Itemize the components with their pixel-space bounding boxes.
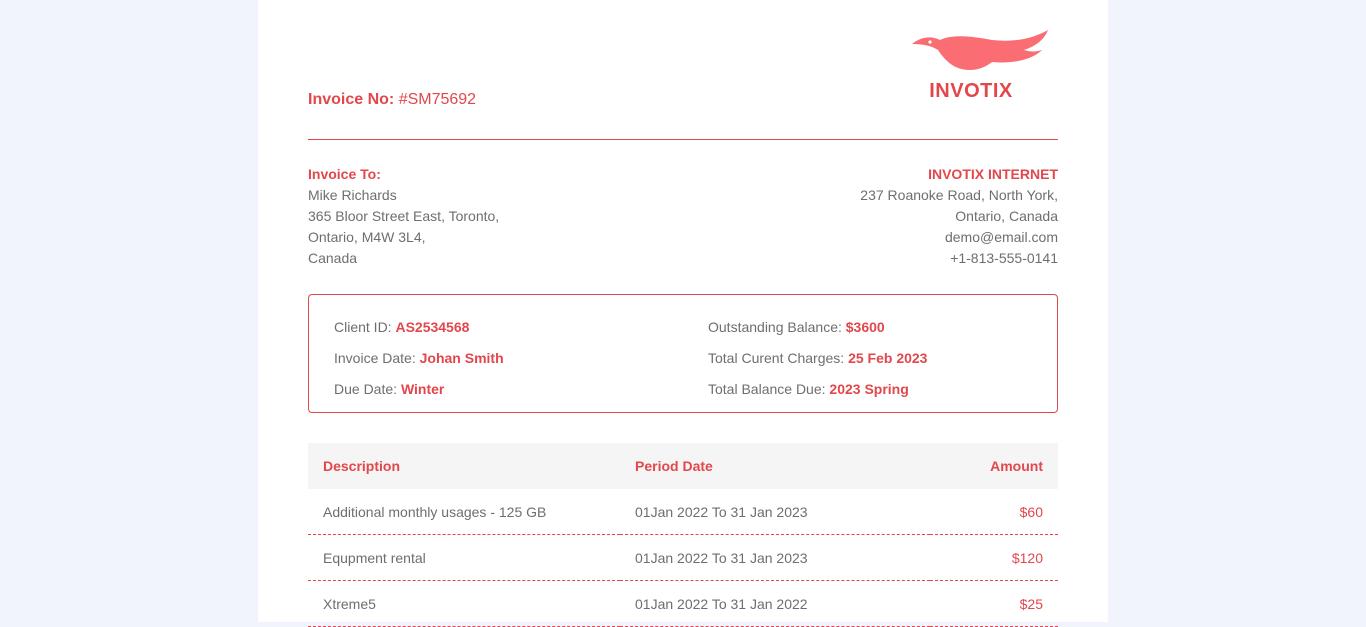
company-phone: +1-813-555-0141 xyxy=(950,250,1058,266)
table-row xyxy=(308,581,1058,627)
item-period: 01Jan 2022 To 31 Jan 2023 xyxy=(620,535,930,581)
company-line: 237 Roanoke Road, North York, xyxy=(860,187,1058,203)
bill-to-line: Mike Richards xyxy=(308,187,397,203)
brand-logo xyxy=(912,30,1050,102)
table-row xyxy=(308,535,1058,581)
company-email: demo@email.com xyxy=(944,229,1058,245)
item-amount: $25 xyxy=(930,581,1058,627)
company-address xyxy=(860,164,1058,269)
summary-invoice-date xyxy=(334,343,504,374)
summary-value: Johan Smith xyxy=(419,350,504,366)
bill-to-title: Invoice To: xyxy=(308,166,381,182)
bird-logo-icon xyxy=(912,30,1050,75)
invoice-sheet xyxy=(258,0,1108,622)
invoice-items-table xyxy=(308,443,1058,627)
column-header-description: Description xyxy=(308,443,620,489)
item-description: Equpment rental xyxy=(308,535,620,581)
summary-value: $3600 xyxy=(845,319,885,335)
summary-label: Total Curent Charges: xyxy=(708,350,845,366)
column-header-amount: Amount xyxy=(930,443,1058,489)
brand-name: INVOTIX xyxy=(929,80,1013,102)
summary-value: Winter xyxy=(400,381,445,397)
invoice-number-label: Invoice No: xyxy=(308,91,395,108)
table-row xyxy=(308,489,1058,535)
item-amount: $60 xyxy=(930,489,1058,535)
summary-label: Invoice Date: xyxy=(334,350,416,366)
invoice-number-value: #SM75692 xyxy=(398,91,477,108)
summary-balance-due xyxy=(708,374,927,405)
company-line: Ontario, Canada xyxy=(955,208,1058,224)
summary-value: 25 Feb 2023 xyxy=(848,350,928,366)
item-period: 01Jan 2022 To 31 Jan 2022 xyxy=(620,581,930,627)
summary-due-date xyxy=(334,374,504,405)
bill-to-line: Ontario, M4W 3L4, xyxy=(308,229,426,245)
summary-outstanding-balance xyxy=(708,312,927,343)
invoice-number xyxy=(308,91,476,109)
table-header-row xyxy=(308,443,1058,489)
item-period: 01Jan 2022 To 31 Jan 2023 xyxy=(620,489,930,535)
summary-label: Total Balance Due: xyxy=(708,381,826,397)
column-header-period-date: Period Date xyxy=(620,443,930,489)
summary-left-column xyxy=(334,312,504,405)
summary-label: Outstanding Balance: xyxy=(708,319,842,335)
invoice-summary-box xyxy=(308,294,1058,413)
item-amount: $120 xyxy=(930,535,1058,581)
summary-client-id xyxy=(334,312,504,343)
company-title: INVOTIX INTERNET xyxy=(928,166,1058,182)
summary-right-column xyxy=(708,312,927,405)
bill-to-line: Canada xyxy=(308,250,358,266)
summary-value: 2023 Spring xyxy=(829,381,909,397)
summary-value: AS2534568 xyxy=(395,319,470,335)
item-description: Additional monthly usages - 125 GB xyxy=(308,489,620,535)
summary-label: Client ID: xyxy=(334,319,392,335)
bill-to-line: 365 Bloor Street East, Toronto, xyxy=(308,208,500,224)
item-description: Xtreme5 xyxy=(308,581,620,627)
invoice-header xyxy=(308,0,1058,140)
summary-current-charges xyxy=(708,343,927,374)
summary-label: Due Date: xyxy=(334,381,398,397)
bill-to-address xyxy=(308,164,499,269)
